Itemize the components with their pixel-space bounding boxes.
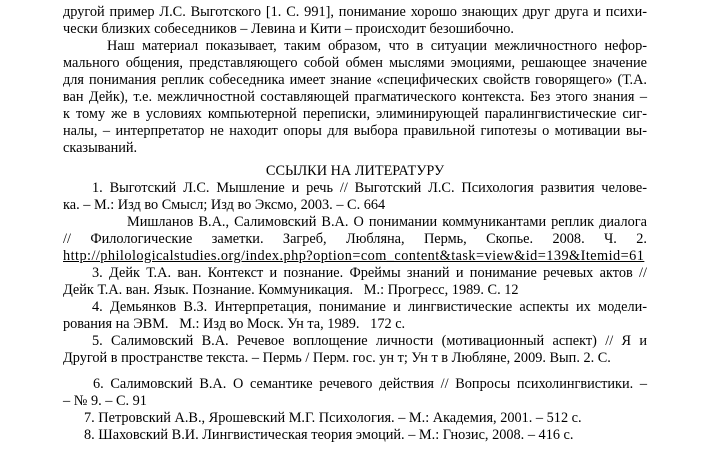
reference-line: ка. – М.: Изд во Смысл; Изд во Эксмо, 2003. – С. 664: [63, 197, 386, 213]
reference-line: 6. Салимовский В.А. О семантике речевого действия // Вопросы психолингвистики. –: [93, 376, 647, 392]
body-line: чески близких собеседников – Левина и Кити – происходит безошибочно.: [63, 21, 514, 37]
reference-line: Мишланов В.А., Салимовский В.А. О понимании коммуникантами реплик диалога: [127, 214, 647, 230]
reference-line: 1. Выготский Л.С. Мышление и речь // Выготский Л.С. Психология развития челове-: [92, 180, 647, 196]
reference-line: – № 9. – С. 91: [63, 393, 147, 409]
reference-line: 7. Петровский А.В., Ярошевский М.Г. Психология. – М.: Академия, 2001. – 512 с.: [84, 410, 582, 426]
body-line: налы, – интерпретатор не находит опоры для выбора правильной гипотезы о мотивации вы-: [63, 123, 647, 139]
reference-line: рования на ЭВМ. М.: Изд во Моск. Ун та, 1989. 172 с.: [63, 316, 406, 332]
body-line: мального общения, представляющего собой обмен мыслями эмоциями, решающее значение: [63, 55, 647, 71]
reference-line: 8. Шаховский В.И. Лингвистическая теория эмоций. – М.: Гнозис, 2008. – 416 с.: [84, 427, 574, 443]
reference-line: Другой в пространстве текста. – Пермь / Перм. гос. ун т; Ун т в Любляне, 2009. Вып. 2. С.: [63, 350, 611, 366]
body-line: к тому же в условиях компьютерной переписки, элиминирующей паралингвистические сиг-: [63, 106, 647, 122]
body-line: Наш материал показывает, таким образом, что в ситуации межличностного нефор-: [107, 38, 647, 54]
reference-line: 5. Салимовский В.А. Речевое воплощение личности (мотивационный аспект) // Я и: [92, 333, 647, 349]
reference-url[interactable]: http://philologicalstudies.org/index.php?option=com_content&task=view&id=139&Itemid=61: [63, 248, 645, 264]
references-heading: ССЫЛКИ НА ЛИТЕРАТУРУ: [265, 163, 445, 179]
reference-line: // Филологические заметки. Загреб, Любляна, Пермь, Скопье. 2008. Ч. 2.: [63, 231, 647, 247]
reference-line: 4. Демьянков В.З. Интерпретация, понимание и лингвистические аспекты их модели-: [92, 299, 647, 315]
reference-line: Дейк Т.А. ван. Язык. Познание. Коммуникация. М.: Прогресс, 1989. С. 12: [63, 282, 519, 298]
body-line: для понимания реплик собеседника имеет знание «специфических свойств говорящего» (Т.А.: [63, 72, 647, 88]
reference-line: 3. Дейк Т.А. ван. Контекст и познание. Фреймы знаний и понимание речевых актов //: [92, 265, 647, 281]
body-line: другой пример Л.С. Выготского [1. С. 991], понимание хорошо знающих друг друга и психи-: [63, 4, 647, 20]
body-line: ван Дейк), т.е. межличностной составляющей прагматического контекста. Без этого знания –: [63, 89, 647, 105]
body-line: сказываний.: [63, 140, 138, 156]
text-flow: [63, 4, 647, 444]
